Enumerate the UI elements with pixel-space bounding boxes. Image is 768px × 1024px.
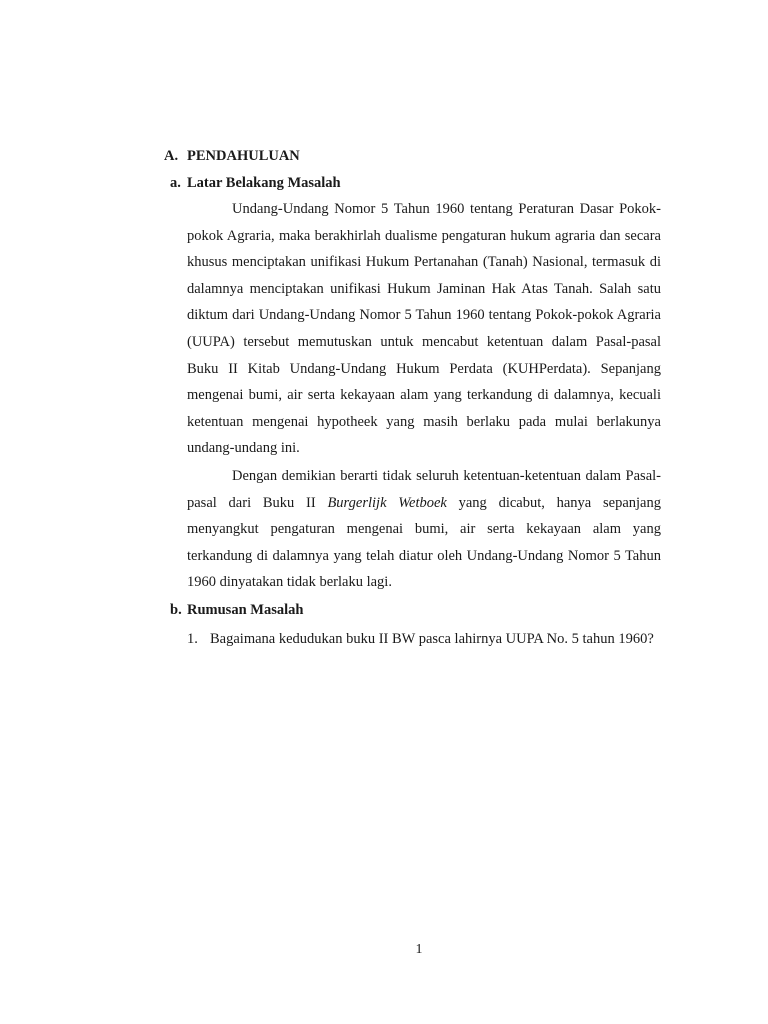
paragraph-2-italic: Burgerlijk Wetboek <box>327 494 447 511</box>
subsection-heading-a <box>170 173 341 193</box>
paragraph-2-before: Dengan demikian berarti tidak seluruh ketentuan-ketentuan dalam Pasal-pasal dari Buku II <box>187 468 661 511</box>
subsection-heading-b <box>170 600 303 620</box>
paragraph-2 <box>187 463 661 596</box>
subsection-b-title: Rumusan Masalah <box>187 602 304 618</box>
section-title: PENDAHULUAN <box>187 148 300 164</box>
subsection-a-title: Latar Belakang Masalah <box>187 175 341 191</box>
paragraph-2-after: yang dicabut, hanya sepanjang menyangkut pengaturan mengenai bumi, air serta kekayaan alam yang terkandung di dalamnya yang telah diatur oleh Undang-Undang Nomor 5 Tahun 1960 dinyatakan tidak berlaku lagi. <box>187 494 661 591</box>
list-item-number: 1. <box>187 631 198 647</box>
section-heading <box>164 146 300 166</box>
problem-list <box>187 626 661 653</box>
section-number: A. <box>164 148 179 164</box>
list-item-text: Bagaimana kedudukan buku II BW pasca lahirnya UUPA No. 5 tahun 1960? <box>210 631 654 647</box>
page-number: 1 <box>415 942 423 957</box>
subsection-b-number: b. <box>170 602 182 618</box>
paragraph-1: Undang-Undang Nomor 5 Tahun 1960 tentang Peraturan Dasar Pokok-pokok Agraria, maka berakhirlah dualisme pengaturan hukum agraria dan secara khusus menciptakan unifikasi Hukum Pertanahan (Tanah) Nasional, termasuk di dalamnya menciptakan unifikasi Hukum Jaminan Hak Atas Tanah. Salah satu diktum dari Undang-Undang Nomor 5 Tahun 1960 tentang Pokok-pokok Agraria (UUPA) tersebut memutuskan untuk mencabut ketentuan dalam Pasal-pasal Buku II Kitab Undang-Undang Hukum Perdata (KUHPerdata). Sepanjang mengenai bumi, air serta kekayaan alam yang terkandung di dalamnya, kecuali ketentuan mengenai hypotheek yang masih berlaku pada mulai berlakunya undang-undang ini. <box>187 201 661 457</box>
list-item <box>187 626 661 653</box>
subsection-a-number: a. <box>170 175 181 191</box>
